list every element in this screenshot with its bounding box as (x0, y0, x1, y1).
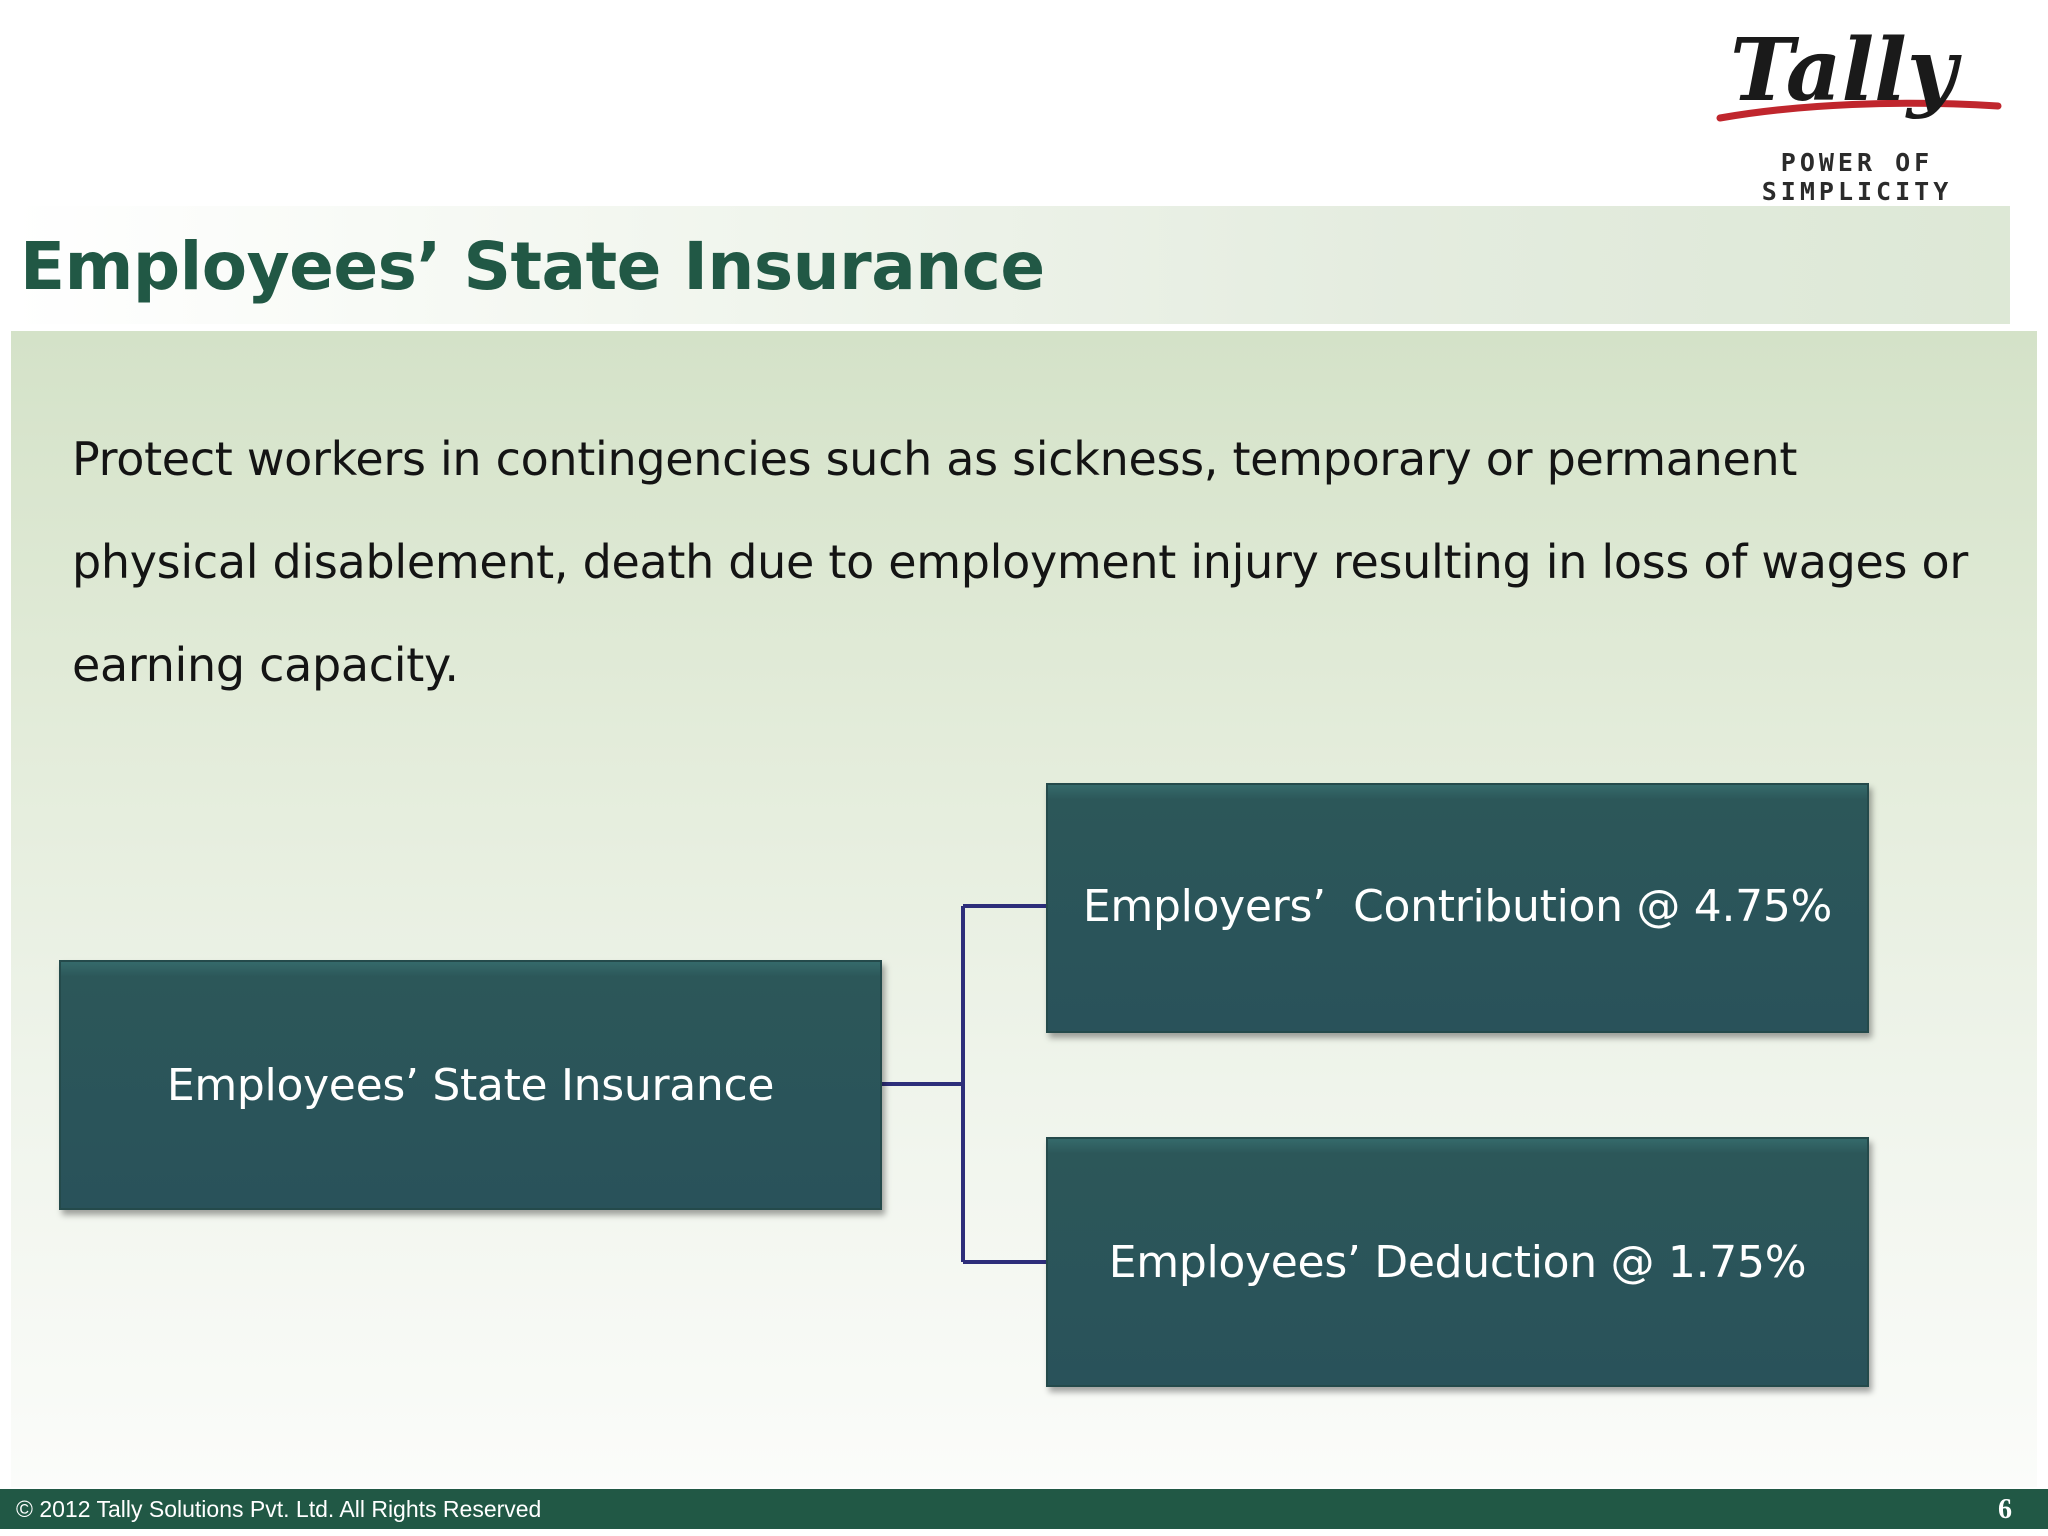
diagram-root-box: Employees’ State Insurance (59, 960, 882, 1210)
logo-tagline: POWER OF SIMPLICITY (1761, 148, 1953, 206)
tally-logo-mark (1680, 20, 2020, 140)
tally-logo-text: Tally (1730, 20, 1957, 121)
copyright-text: © 2012 Tally Solutions Pvt. Ltd. All Rights Reserved (16, 1496, 542, 1522)
employers-contribution-box: Employers’ Contribution @ 4.75% (1046, 783, 1869, 1033)
body-paragraph: Protect workers in contingencies such as sickness, temporary or permanent physical disablement, death due to employment injury resulting in loss of wages or earning capacity. (72, 432, 1968, 692)
tally-logo (1680, 20, 2020, 206)
footer-bar (0, 1489, 2048, 1529)
employees-deduction-box: Employees’ Deduction @ 1.75% (1046, 1137, 1869, 1387)
slide-title: Employees’ State Insurance (20, 228, 1045, 305)
page-number: 6 (1998, 1494, 2012, 1525)
